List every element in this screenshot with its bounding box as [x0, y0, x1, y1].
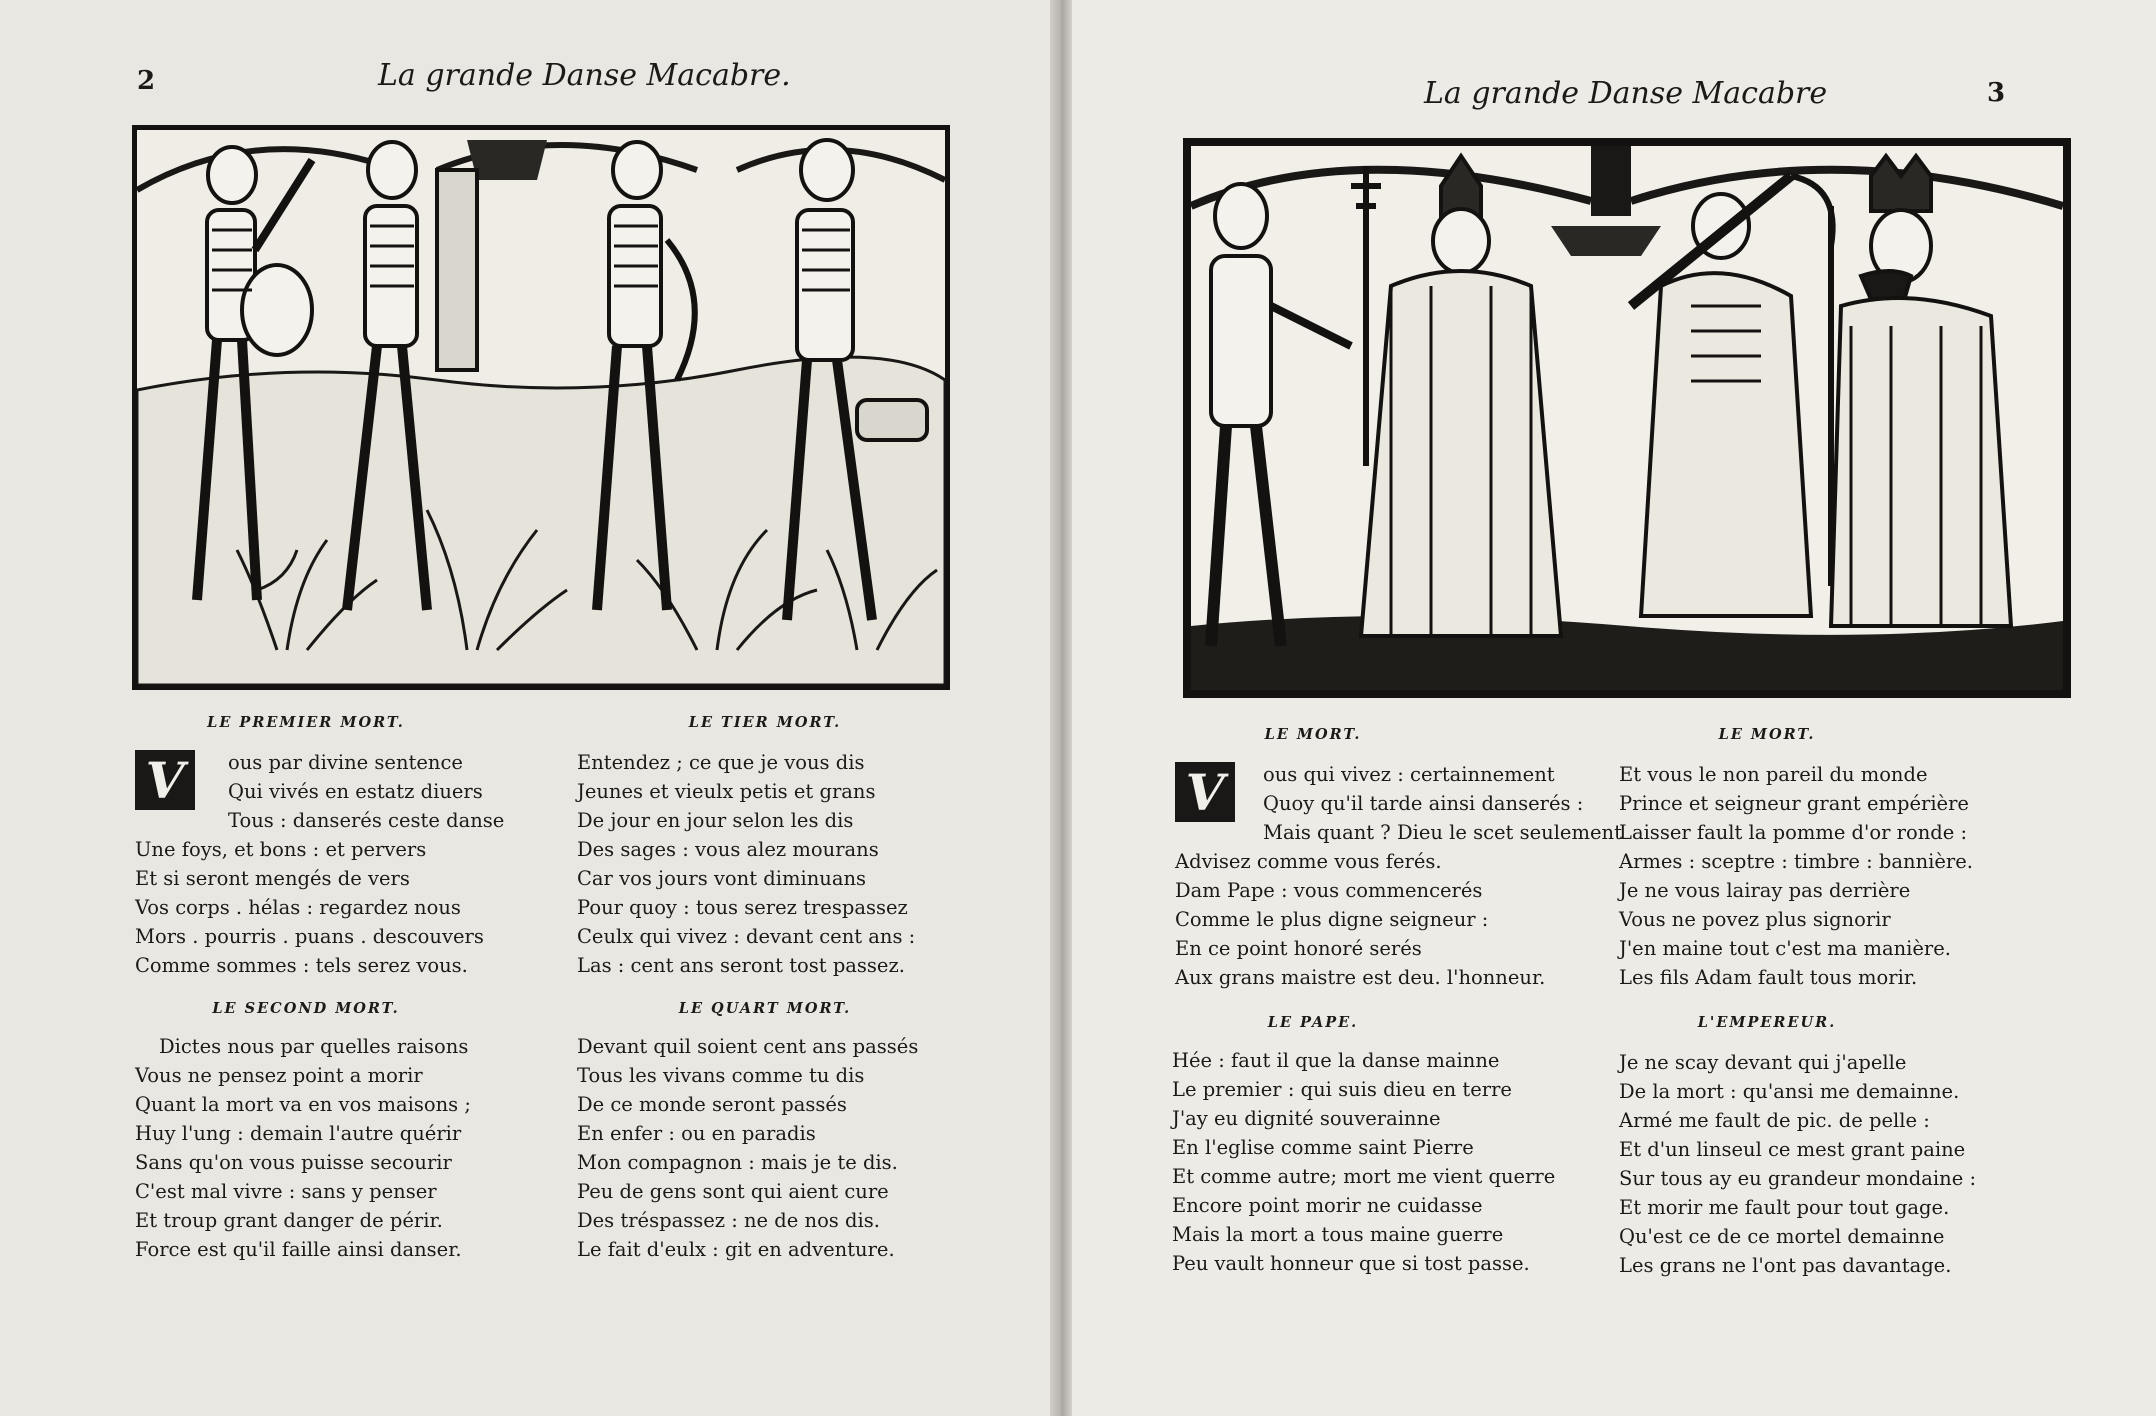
verse-line: Tous : danserés ceste danse	[228, 809, 505, 832]
stanza-le-pape	[1172, 1046, 1555, 1278]
verse-line: Tous les vivans comme tu dis	[577, 1064, 865, 1087]
skeleton-musicians-image	[137, 130, 945, 685]
verse-line: Qui vivés en estatz diuers	[228, 780, 483, 803]
verse-line: Vous ne povez plus signorir	[1619, 908, 1891, 931]
stanza-heading: LE TIER MORT.	[688, 714, 842, 731]
verse-line: Et troup grant danger de périr.	[135, 1209, 443, 1232]
verse-line: Quoy qu'il tarde ainsi danserés :	[1263, 792, 1584, 815]
verse-line: De jour en jour selon les dis	[577, 809, 854, 832]
drop-cap: V	[1175, 762, 1235, 822]
verse-line: Advisez comme vous ferés.	[1175, 850, 1442, 873]
right-page	[1072, 0, 2156, 1416]
verse-line: Des sages : vous alez mourans	[577, 838, 879, 861]
verse-line: Encore point morir ne cuidasse	[1172, 1194, 1483, 1217]
verse-line: Comme sommes : tels serez vous.	[135, 954, 468, 977]
page-number: 3	[1987, 78, 2006, 108]
verse-line: Aux grans maistre est deu. l'honneur.	[1175, 966, 1546, 989]
left-page	[0, 0, 1050, 1416]
verse-line: Dictes nous par quelles raisons	[159, 1035, 469, 1058]
verse-line: Mais quant ? Dieu le scet seulement	[1263, 821, 1622, 844]
running-title: La grande Danse Macabre	[1424, 76, 1828, 111]
verse-line: Des tréspassez : ne de nos dis.	[577, 1209, 880, 1232]
stanza-heading: LE MORT.	[1264, 726, 1362, 743]
woodcut-illustration	[132, 125, 950, 690]
stanza-le-mort-empereur	[1619, 760, 1973, 992]
verse-line: En ce point honoré serés	[1175, 937, 1422, 960]
verse-line: De ce monde seront passés	[577, 1093, 847, 1116]
verse-line: Dam Pape : vous commencerés	[1175, 879, 1483, 902]
verse-line: ous par divine sentence	[228, 751, 463, 774]
verse-line: Mais la mort a tous maine guerre	[1172, 1223, 1504, 1246]
stanza-heading: LE SECOND MORT.	[212, 1000, 400, 1017]
verse-line: Je ne scay devant qui j'apelle	[1619, 1051, 1907, 1074]
stanza-le-mort-pape	[1175, 760, 1622, 992]
stanza-l-empereur	[1619, 1048, 1976, 1280]
verse-line: En l'eglise comme saint Pierre	[1172, 1136, 1474, 1159]
verse-line: Et vous le non pareil du monde	[1619, 763, 1928, 786]
verse-line: C'est mal vivre : sans y penser	[135, 1180, 437, 1203]
verse-line: Entendez ; ce que je vous dis	[577, 751, 865, 774]
verse-line: Quant la mort va en vos maisons ;	[135, 1093, 471, 1116]
verse-line: Las : cent ans seront tost passez.	[577, 954, 905, 977]
running-title: La grande Danse Macabre.	[378, 58, 791, 93]
verse-line: Et d'un linseul ce mest grant paine	[1619, 1138, 1966, 1161]
verse-line: Peu vault honneur que si tost passe.	[1172, 1252, 1530, 1275]
verse-line: Je ne vous lairay pas derrière	[1619, 879, 1911, 902]
verse-line: Mon compagnon : mais je te dis.	[577, 1151, 898, 1174]
drop-cap: V	[135, 750, 195, 810]
verse-line: Comme le plus digne seigneur :	[1175, 908, 1489, 931]
verse-line: Sans qu'on vous puisse secourir	[135, 1151, 452, 1174]
verse-line: Et comme autre; mort me vient querre	[1172, 1165, 1556, 1188]
stanza-tier-mort	[577, 748, 915, 980]
stanza-heading: LE MORT.	[1718, 726, 1816, 743]
verse-line: Ceulx qui vivez : devant cent ans :	[577, 925, 916, 948]
verse-line: Mors . pourris . puans . descouvers	[135, 925, 484, 948]
verse-line: Vous ne pensez point a morir	[135, 1064, 423, 1087]
verse-line: Armé me fault de pic. de pelle :	[1619, 1109, 1930, 1132]
verse-line: Car vos jours vont diminuans	[577, 867, 867, 890]
woodcut-illustration	[1183, 138, 2071, 698]
verse-line: De la mort : qu'ansi me demainne.	[1619, 1080, 1960, 1103]
verse-line: J'en maine tout c'est ma manière.	[1619, 937, 1951, 960]
verse-line: Armes : sceptre : timbre : bannière.	[1619, 850, 1973, 873]
pope-emperor-image	[1191, 146, 2063, 690]
stanza-heading: LE PREMIER MORT.	[207, 714, 405, 731]
stanza-heading: LE PAPE.	[1267, 1014, 1359, 1031]
verse-line: J'ay eu dignité souverainne	[1172, 1107, 1441, 1130]
verse-line: ous qui vivez : certainnement	[1263, 763, 1555, 786]
verse-line: Une foys, et bons : et pervers	[135, 838, 427, 861]
verse-line: Laisser fault la pomme d'or ronde :	[1619, 821, 1968, 844]
verse-line: Le fait d'eulx : git en adventure.	[577, 1238, 895, 1261]
verse-line: En enfer : ou en paradis	[577, 1122, 816, 1145]
book-gutter	[1050, 0, 1072, 1416]
verse-line: Qu'est ce de ce mortel demainne	[1619, 1225, 1945, 1248]
verse-line: Hée : faut il que la danse mainne	[1172, 1049, 1500, 1072]
stanza-premier-mort	[135, 748, 504, 980]
verse-line: Les grans ne l'ont pas davantage.	[1619, 1254, 1952, 1277]
page-number: 2	[137, 66, 156, 96]
verse-line: Jeunes et vieulx petis et grans	[577, 780, 876, 803]
verse-line: Prince et seigneur grant empérière	[1619, 792, 1969, 815]
verse-line: Devant quil soient cent ans passés	[577, 1035, 919, 1058]
verse-line: Et morir me fault pour tout gage.	[1619, 1196, 1950, 1219]
verse-line: Pour quoy : tous serez trespassez	[577, 896, 908, 919]
verse-line: Sur tous ay eu grandeur mondaine :	[1619, 1167, 1977, 1190]
verse-line: Vos corps . hélas : regardez nous	[135, 896, 461, 919]
verse-line: Peu de gens sont qui aient cure	[577, 1180, 889, 1203]
verse-line: Huy l'ung : demain l'autre quérir	[135, 1122, 462, 1145]
verse-line: Force est qu'il faille ainsi danser.	[135, 1238, 462, 1261]
stanza-quart-mort	[577, 1032, 918, 1264]
stanza-second-mort	[135, 1032, 471, 1264]
stanza-heading: LE QUART MORT.	[678, 1000, 852, 1017]
verse-line: Et si seront mengés de vers	[135, 867, 410, 890]
stanza-heading: L'EMPEREUR.	[1697, 1014, 1837, 1031]
verse-line: Le premier : qui suis dieu en terre	[1172, 1078, 1512, 1101]
verse-line: Les fils Adam fault tous morir.	[1619, 966, 1918, 989]
